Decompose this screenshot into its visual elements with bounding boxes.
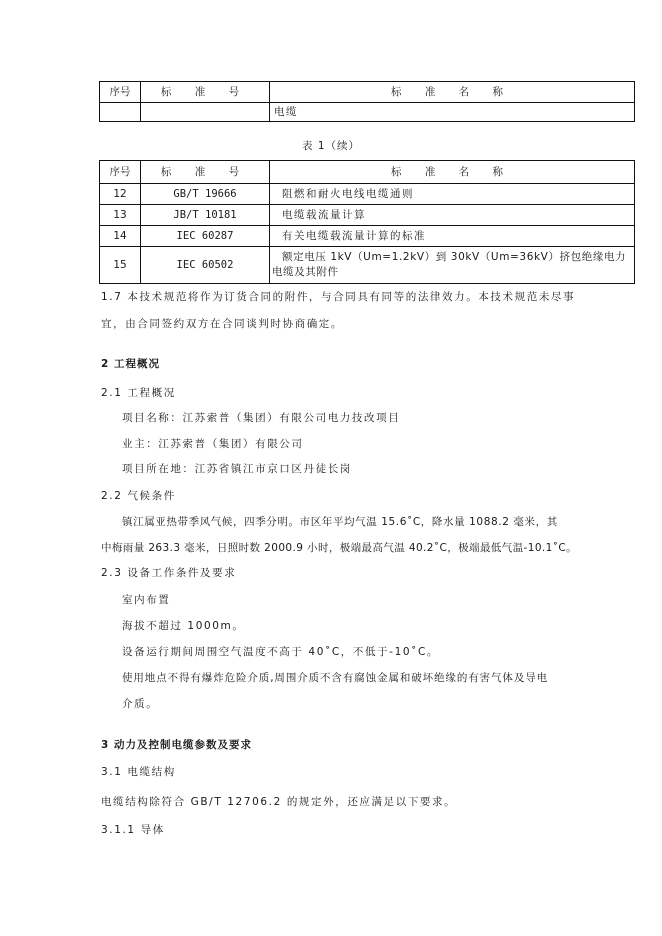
section-2-3-heading: 2.3 设备工作条件及要求 (101, 567, 237, 579)
usage-condition-line2: 介质。 (122, 698, 159, 710)
cell-name: 阻燃和耐火电线电缆通则 (270, 184, 635, 205)
usage-condition-line1: 使用地点不得有爆炸危险介质,周围介质不含有腐蚀金属和破坏绝缘的有害气体及导电 (122, 672, 549, 684)
table-row (100, 247, 635, 284)
table-caption: 表 1（续） (301, 140, 361, 152)
table-header-row (100, 82, 635, 103)
clause-1-7-line1: 1.7 本技术规范将作为订货合同的附件，与合同具有同等的法律效力。本技术规范未尽事 (101, 291, 576, 303)
clause-1-7-line2: 宜，由合同签约双方在合同谈判时协商确定。 (101, 318, 343, 330)
header-no: 序号 (100, 161, 141, 184)
cell-no: 13 (100, 205, 141, 226)
cell-code: JB/T 10181 (141, 205, 270, 226)
cell-name: 额定电压 1kV（Um=1.2kV）到 30kV（Um=36kV）挤包绝缘电力电缆及其附件 (270, 247, 635, 284)
project-location: 项目所在地：江苏省镇江市京口区丹徒长岗 (122, 463, 352, 475)
cell-name: 电缆载流量计算 (270, 205, 635, 226)
altitude-requirement: 海拔不超过 1000m。 (122, 620, 245, 632)
table-row (100, 103, 635, 122)
climate-line1: 镇江属亚热带季风气候，四季分明。市区年平均气温 15.6˚C，降水量 1088.2 毫米，其 (122, 516, 558, 528)
cell-code: IEC 60502 (141, 247, 270, 284)
cell-name: 有关电缆载流量计算的标准 (270, 226, 635, 247)
table-row (100, 226, 635, 247)
section-2-2-heading: 2.2 气候条件 (101, 490, 176, 502)
section-3-1-1-heading: 3.1.1 导体 (101, 824, 165, 836)
cell-code (141, 103, 270, 122)
standards-table-continued (99, 160, 635, 284)
standards-table-top (99, 81, 635, 122)
cell-name: 电缆 (270, 103, 635, 122)
cell-no: 14 (100, 226, 141, 247)
table-header-row (100, 161, 635, 184)
table-row (100, 184, 635, 205)
header-no: 序号 (100, 82, 141, 103)
table-row (100, 205, 635, 226)
project-name: 项目名称：江苏索普（集团）有限公司电力技改项目 (122, 412, 401, 424)
temperature-requirement: 设备运行期间周围空气温度不高于 40˚C，不低于-10˚C。 (122, 646, 440, 658)
header-name: 标 准 名 称 (270, 161, 635, 184)
project-owner: 业主：江苏索普（集团）有限公司 (122, 438, 304, 450)
section-3-heading: 3 动力及控制电缆参数及要求 (101, 739, 252, 751)
cell-no: 12 (100, 184, 141, 205)
indoor-layout: 室内布置 (122, 594, 171, 606)
header-code: 标 准 号 (141, 82, 270, 103)
header-code: 标 准 号 (141, 161, 270, 184)
section-2-1-heading: 2.1 工程概况 (101, 387, 176, 399)
header-name: 标 准 名 称 (270, 82, 635, 103)
section-3-1-heading: 3.1 电缆结构 (101, 766, 176, 778)
cell-no (100, 103, 141, 122)
cell-no: 15 (100, 247, 141, 284)
cell-code: IEC 60287 (141, 226, 270, 247)
cable-structure-text: 电缆结构除符合 GB/T 12706.2 的规定外，还应满足以下要求。 (101, 796, 457, 808)
section-2-heading: 2 工程概况 (101, 358, 160, 370)
cell-code: GB/T 19666 (141, 184, 270, 205)
climate-line2: 中梅雨量 263.3 毫米，日照时数 2000.9 小时，极端最高气温 40.2˚C，极端最低气温-10.1˚C。 (101, 542, 577, 554)
